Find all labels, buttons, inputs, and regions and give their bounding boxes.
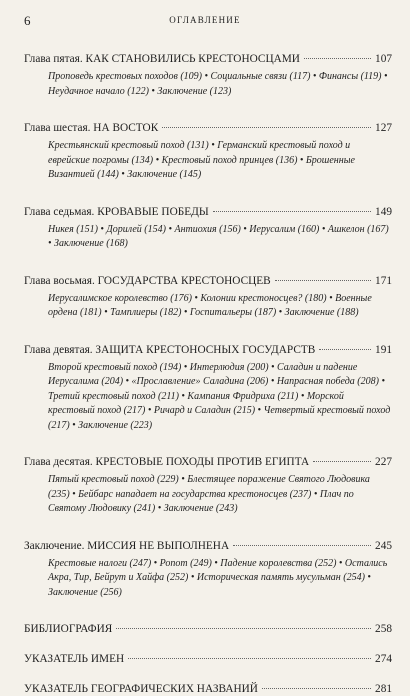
toc-chapter-9[interactable] [24,343,392,434]
chapter-title: Глава седьмая. КРОВАВЫЕ ПОБЕДЫ [24,205,209,218]
page-number: 6 [24,13,31,28]
dot-leader [262,688,371,689]
dot-leader [233,545,371,546]
chapter-title: Глава восьмая. ГОСУДАРСТВА КРЕСТОНОСЦЕВ [24,274,271,287]
appendix-title: БИБЛИОГРАФИЯ [24,623,113,635]
chapter-sections: Крестьянский крестовый поход (131) • Германский крестовый поход и еврейские погромы (134) • Крестовый поход принцев (136) • Брошенные Византией (144) • Заключение (145) [48,140,355,180]
chapter-title: Глава шестая. НА ВОСТОК [24,122,159,134]
dot-leader [304,58,371,59]
chapter-page: 171 [375,274,392,287]
chapter-sections: Никея (151) • Дорилей (154) • Антиохия (156) • Иерусалим (160) • Ашкелон (167) • Заключение (168) [48,223,389,249]
chapter-page: 127 [375,122,392,134]
appendix-title: УКАЗАТЕЛЬ ГЕОГРАФИЧЕСКИХ НАЗВАНИЙ [24,683,258,695]
dot-leader [313,461,371,462]
dot-leader [213,211,371,212]
appendix-page: 274 [375,653,392,665]
chapter-sections: Пятый крестовый поход (229) • Блестящее поражение Святого Людовика (235) • Бейбарс нападает на государства крестоносцев (237) • Плач по Святому Людовику (241) • Заключение (243) [48,474,370,514]
dot-leader [319,349,371,350]
toc-bibliography[interactable] [24,622,392,636]
chapter-title: Заключение. МИССИЯ НЕ ВЫПОЛНЕНА [24,539,230,552]
chapter-page: 149 [375,205,392,218]
chapter-page: 227 [375,456,392,468]
toc-chapter-8[interactable] [24,274,392,321]
chapter-page: 191 [375,343,392,356]
dot-leader [116,628,371,629]
chapter-page: 245 [375,539,392,552]
toc-chapter-5[interactable] [24,52,392,99]
toc-conclusion[interactable] [24,539,392,601]
chapter-title: Глава десятая. КРЕСТОВЫЕ ПОХОДЫ ПРОТИВ ЕГИПТА [24,456,310,468]
appendix-page: 258 [375,623,392,635]
chapter-sections: Иерусалимское королевство (176) • Колонии крестоносцев? (180) • Военные ордена (181) • Тамплиеры (182) • Госпитальеры (187) • Заключение (188) [48,292,372,318]
chapter-sections: Проповедь крестовых походов (109) • Социальные связи (117) • Финансы (119) • Неудачное начало (122) • Заключение (123) [48,71,388,97]
toc-chapter-10[interactable] [24,455,392,517]
chapter-sections: Крестовые налоги (247) • Ропот (249) • Падение королевства (252) • Остались Акра, Тир, Бейрут и Хайфа (252) • Историческая память мусульман (254) • Заключение (256) [48,557,388,598]
chapter-sections: Второй крестовый поход (194) • Интерлюдия (200) • Саладин и падение Иерусалима (204) • «Прославление» Саладина (206) • Напрасная победа (208) • Третий крестовый поход (211) • Кампания Фридриха (211) • Морской крестовый поход (217) • Ричард и Саладин (215) • Четвертый крестовый поход (217) • Заключение (223) [48,361,391,431]
dot-leader [275,280,371,281]
chapter-title: Глава пятая. КАК СТАНОВИЛИСЬ КРЕСТОНОСЦАМИ [24,53,300,65]
toc-chapter-6[interactable] [24,121,392,183]
appendix-title: УКАЗАТЕЛЬ ИМЕН [24,653,125,665]
chapter-page: 107 [375,53,392,65]
running-title: ОГЛАВЛЕНИЕ [169,15,241,25]
page-header [24,13,386,31]
toc-chapter-7[interactable] [24,205,392,252]
chapter-title: Глава девятая. ЗАЩИТА КРЕСТОНОСНЫХ ГОСУДАРСТВ [24,343,316,356]
table-of-contents [24,52,392,696]
toc-geo-index[interactable] [24,682,392,696]
toc-name-index[interactable] [24,652,392,666]
dot-leader [128,658,371,659]
dot-leader [162,127,371,128]
appendix-page: 281 [375,683,392,695]
